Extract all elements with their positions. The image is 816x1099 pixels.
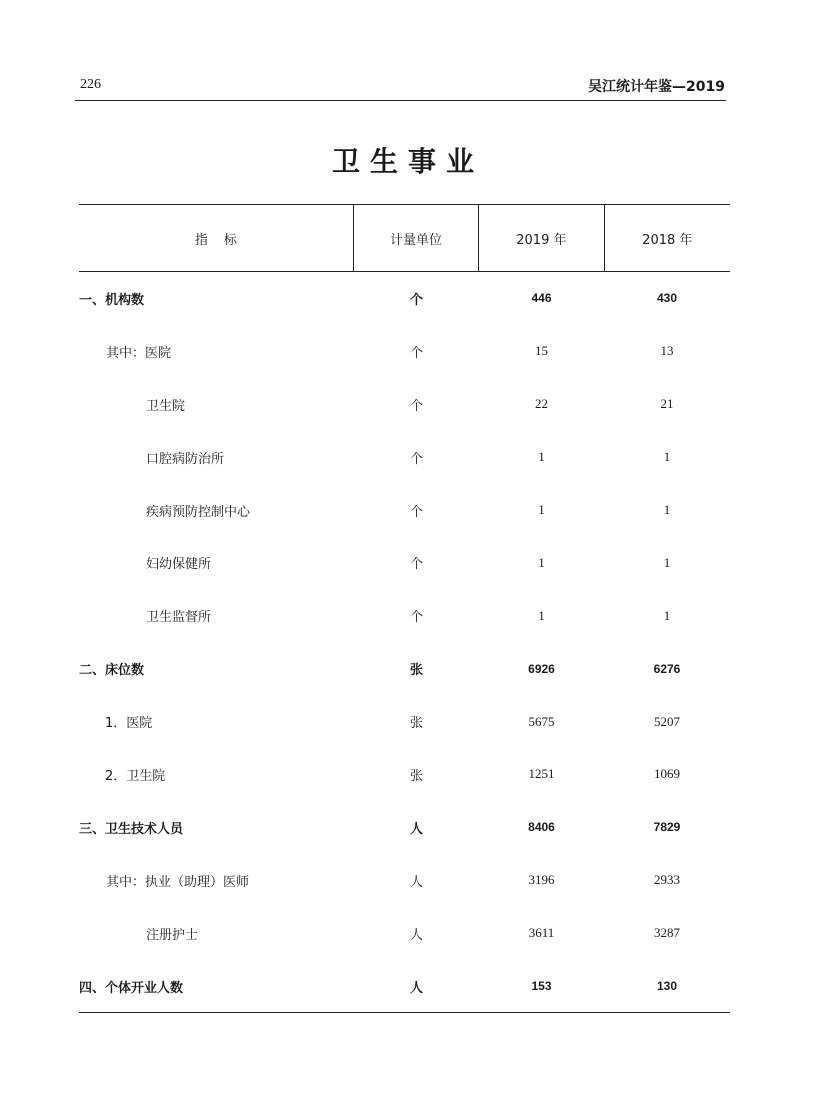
page-title: 卫生事业 xyxy=(331,145,484,178)
row-unit: 张 xyxy=(409,768,423,784)
row-label: 2．卫生院 xyxy=(105,768,166,784)
row-value-2018: 6276 xyxy=(653,661,681,676)
table-row xyxy=(79,960,730,1013)
row-label: 口腔病防治所 xyxy=(146,451,225,467)
row-value-2019: 1 xyxy=(538,607,545,623)
row-label: 其中：医院 xyxy=(106,345,172,361)
row-value-2018: 430 xyxy=(656,291,678,306)
row-unit: 个 xyxy=(409,292,423,308)
row-value-2019: 446 xyxy=(531,291,552,306)
row-label: 三、卫生技术人员 xyxy=(79,821,184,837)
row-value-2019: 1 xyxy=(538,554,545,570)
health-statistics-table xyxy=(79,204,730,1013)
table-row xyxy=(79,642,730,695)
row-value-2019: 3196 xyxy=(528,872,555,888)
table-row xyxy=(79,748,730,801)
row-value-2018: 5207 xyxy=(654,713,680,729)
row-value-2019: 22 xyxy=(535,396,548,412)
row-unit: 个 xyxy=(409,398,423,414)
row-value-2018: 2933 xyxy=(654,872,680,888)
row-unit: 人 xyxy=(409,874,423,890)
header-rule xyxy=(75,100,726,101)
column-header-unit: 计量单位 xyxy=(354,205,479,271)
column-header-2019: 2019 年 xyxy=(479,205,604,271)
table-header-row xyxy=(79,205,730,272)
row-label: 卫生监督所 xyxy=(146,610,212,626)
row-value-2018: 1 xyxy=(663,554,671,570)
row-unit: 人 xyxy=(409,927,423,943)
row-unit: 个 xyxy=(409,345,423,361)
row-value-2019: 8406 xyxy=(528,820,555,835)
row-label: 其中：执业（助理）医师 xyxy=(106,874,250,890)
column-header-indicator: 指标 xyxy=(79,205,354,271)
row-value-2019: 1 xyxy=(538,449,545,465)
table-row xyxy=(79,801,730,854)
table-row xyxy=(79,854,730,907)
row-value-2018: 1 xyxy=(663,502,671,517)
column-header-2018: 2018 年 xyxy=(642,232,693,248)
table-row xyxy=(79,431,730,484)
row-value-2019: 1 xyxy=(538,502,545,517)
table-row xyxy=(79,325,730,378)
row-value-2018: 130 xyxy=(656,979,678,994)
row-value-2018: 1 xyxy=(663,607,671,623)
row-value-2019: 153 xyxy=(531,979,552,994)
row-unit: 个 xyxy=(409,557,423,573)
row-value-2018: 1 xyxy=(663,449,671,465)
page-number: 226 xyxy=(80,77,101,92)
row-unit: 人 xyxy=(409,980,423,996)
row-unit: 人 xyxy=(409,821,423,837)
table-row xyxy=(79,484,730,537)
row-value-2019: 5675 xyxy=(528,713,555,729)
row-value-2019: 6926 xyxy=(528,661,555,676)
row-label: 二、床位数 xyxy=(79,663,145,679)
row-value-2018: 7829 xyxy=(653,820,681,835)
running-title: 吴江统计年鉴—2019 xyxy=(588,79,725,95)
row-unit: 个 xyxy=(409,610,423,626)
table-row xyxy=(79,695,730,748)
table-body xyxy=(79,272,730,1013)
row-value-2019: 15 xyxy=(535,343,548,359)
row-label: 疾病预防控制中心 xyxy=(146,504,251,520)
row-value-2018: 13 xyxy=(660,343,674,359)
row-label: 1．医院 xyxy=(105,716,153,732)
table-row xyxy=(79,536,730,589)
row-label: 注册护士 xyxy=(146,927,199,943)
row-unit: 个 xyxy=(409,451,423,467)
row-value-2019: 3611 xyxy=(528,925,555,941)
row-label: 卫生院 xyxy=(146,398,186,414)
row-label: 妇幼保健所 xyxy=(146,557,212,573)
row-label: 一、机构数 xyxy=(79,292,145,308)
table-row xyxy=(79,272,730,325)
row-unit: 个 xyxy=(409,504,423,520)
row-label: 四、个体开业人数 xyxy=(79,980,184,996)
row-unit: 张 xyxy=(409,663,423,679)
row-value-2018: 1069 xyxy=(654,766,680,782)
row-value-2019: 1251 xyxy=(528,766,555,782)
table-row xyxy=(79,907,730,960)
table-row xyxy=(79,589,730,642)
row-unit: 张 xyxy=(409,716,423,732)
row-value-2018: 21 xyxy=(660,396,674,412)
table-row xyxy=(79,378,730,431)
row-value-2018: 3287 xyxy=(654,925,680,941)
